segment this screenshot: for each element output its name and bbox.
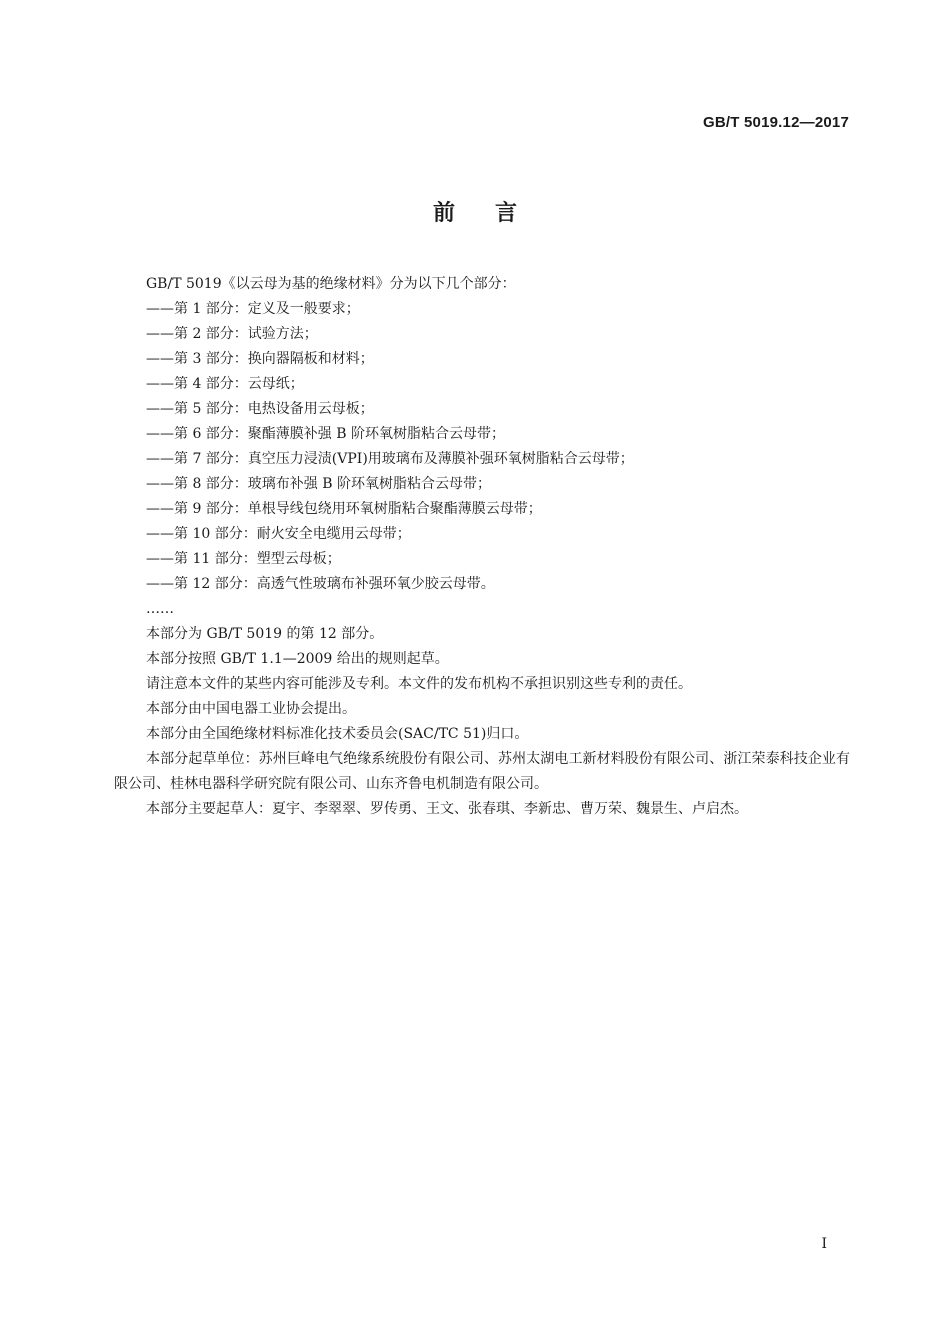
- list-item: ——第 7 部分：真空压力浸渍(VPI)用玻璃布及薄膜补强环氧树脂粘合云母带；: [146, 451, 634, 467]
- list-item: ——第 12 部分：高透气性玻璃布补强环氧少胶云母带。: [146, 576, 495, 592]
- list-item: ——第 5 部分：电热设备用云母板；: [146, 401, 374, 417]
- list-item: ——第 11 部分：塑型云母板；: [146, 551, 341, 567]
- foreword-body: [114, 272, 850, 822]
- ellipsis: ……: [146, 601, 174, 617]
- paragraph-proposer: 本部分由中国电器工业协会提出。: [146, 701, 356, 717]
- page-number: I: [821, 1236, 827, 1252]
- list-item: ——第 6 部分：聚酯薄膜补强 B 阶环氧树脂粘合云母带；: [146, 426, 505, 442]
- list-item: ——第 4 部分：云母纸；: [146, 376, 304, 392]
- paragraph-patent-notice: 请注意本文件的某些内容可能涉及专利。本文件的发布机构不承担识别这些专利的责任。: [146, 676, 692, 692]
- list-item: ——第 2 部分：试验方法；: [146, 326, 318, 342]
- list-item: ——第 3 部分：换向器隔板和材料；: [146, 351, 374, 367]
- list-item: ——第 1 部分：定义及一般要求；: [146, 301, 360, 317]
- paragraph-committee: 本部分由全国绝缘材料标准化技术委员会(SAC/TC 51)归口。: [146, 726, 529, 742]
- paragraph-drafters: 本部分主要起草人：夏宇、李翠翠、罗传勇、王文、张春琪、李新忠、曹万荣、魏景生、卢启杰。: [146, 801, 748, 817]
- list-item: ——第 8 部分：玻璃布补强 B 阶环氧树脂粘合云母带；: [146, 476, 491, 492]
- list-item: ——第 10 部分：耐火安全电缆用云母带；: [146, 526, 411, 542]
- list-item: ——第 9 部分：单根导线包绕用环氧树脂粘合聚酯薄膜云母带；: [146, 501, 542, 517]
- standard-code: GB/T 5019.12—2017: [703, 114, 849, 131]
- page-title: 前言: [432, 201, 557, 226]
- paragraph-drafting-rules: 本部分按照 GB/T 1.1—2009 给出的规则起草。: [146, 651, 449, 667]
- paragraph-part-number: 本部分为 GB/T 5019 的第 12 部分。: [146, 626, 384, 642]
- paragraph-drafting-units: 本部分起草单位：苏州巨峰电气绝缘系统股份有限公司、苏州太湖电工新材料股份有限公司、浙江荣泰科技企业有限公司、桂林电器科学研究院有限公司、山东齐鲁电机制造有限公司。: [114, 751, 850, 792]
- intro-paragraph: GB/T 5019《以云母为基的绝缘材料》分为以下几个部分：: [146, 276, 516, 292]
